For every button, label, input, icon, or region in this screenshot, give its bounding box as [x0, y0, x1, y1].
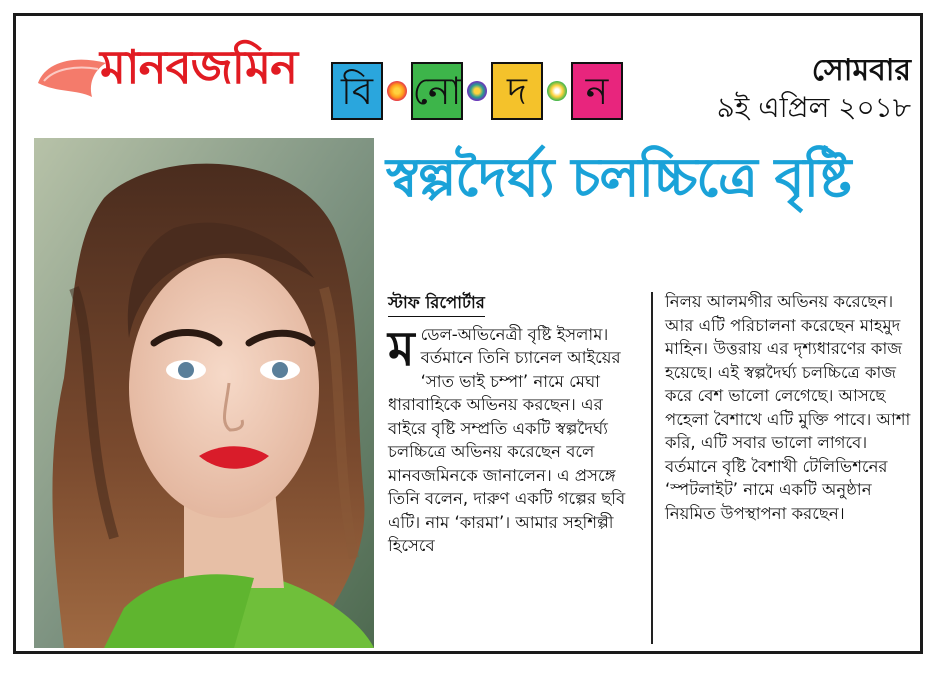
- section-letter: দ: [507, 69, 527, 113]
- dateline-day: সোমবার: [811, 53, 911, 88]
- dropcap: ম: [388, 320, 415, 377]
- column-text: ডেল-অভিনেত্রী বৃষ্টি ইসলাম। বর্তমানে তিনি চ্যানেল আইয়ের ‘সাত ভাই চম্পা’ নামে মেঘা ধারাবাহিকে অভিনয় করছেন। এর বাইরে বৃষ্টি সম্প্রতি একটি স্বল্পদৈর্ঘ্য চলচ্চিত্রে অভিনয় করেছেন বলে মানবজমিনকে জানালেন। এ প্রসঙ্গে তিনি বলেন, দারুণ একটি গল্পের ছবি এটি। নাম ‘কারমা’। আমার সহশিল্পী হিসেবে: [388, 324, 626, 555]
- decorative-dot: [467, 81, 487, 101]
- decorative-dot: [387, 81, 407, 101]
- article-headline: স্বল্পদৈর্ঘ্য চলচ্চিত্রে বৃষ্টি: [386, 146, 851, 209]
- section-letter-box: [411, 62, 463, 120]
- byline: স্টাফ রিপোর্টার: [388, 291, 485, 317]
- masthead-swoosh-logo: [36, 53, 108, 101]
- decorative-dot: [547, 81, 567, 101]
- section-letter-box: [331, 62, 383, 120]
- article-photo: [34, 138, 374, 648]
- article-column-1: [388, 291, 633, 558]
- masthead-title: মানবজমিন: [100, 40, 298, 94]
- section-letter: নো: [412, 69, 462, 113]
- column-text: নিলয় আলমগীর অভিনয় করেছেন। আর এটি পরিচালনা করেছেন মাহমুদ মাহিন। উত্তরায় এর দৃশ্যধারণের কাজ হয়েছে। এই স্বল্পদৈর্ঘ্য চলচ্চিত্রে কাজ করে বেশ ভালো লেগেছে। আসছে পহেলা বৈশাখে এটি মুক্তি পাবে। আশা করি, এটি সবার ভালো লাগবে। বর্তমানে বৃষ্টি বৈশাখী টেলিভিশনের ‘স্পটলাইট’ নামে একটি অনুষ্ঠান নিয়মিত উপস্থাপনা করছেন।: [665, 292, 911, 523]
- dateline-date: ৯ই এপ্রিল ২০১৮: [716, 91, 911, 124]
- column-divider: [651, 292, 653, 644]
- section-letter-box: [571, 62, 623, 120]
- section-letter: ন: [585, 69, 609, 113]
- section-letter-box: [491, 62, 543, 120]
- article-column-2: [665, 290, 913, 525]
- article-body-col1: [388, 320, 633, 558]
- section-title-binodon: [331, 62, 623, 120]
- section-letter: বি: [340, 69, 374, 113]
- portrait-illustration: [34, 138, 374, 648]
